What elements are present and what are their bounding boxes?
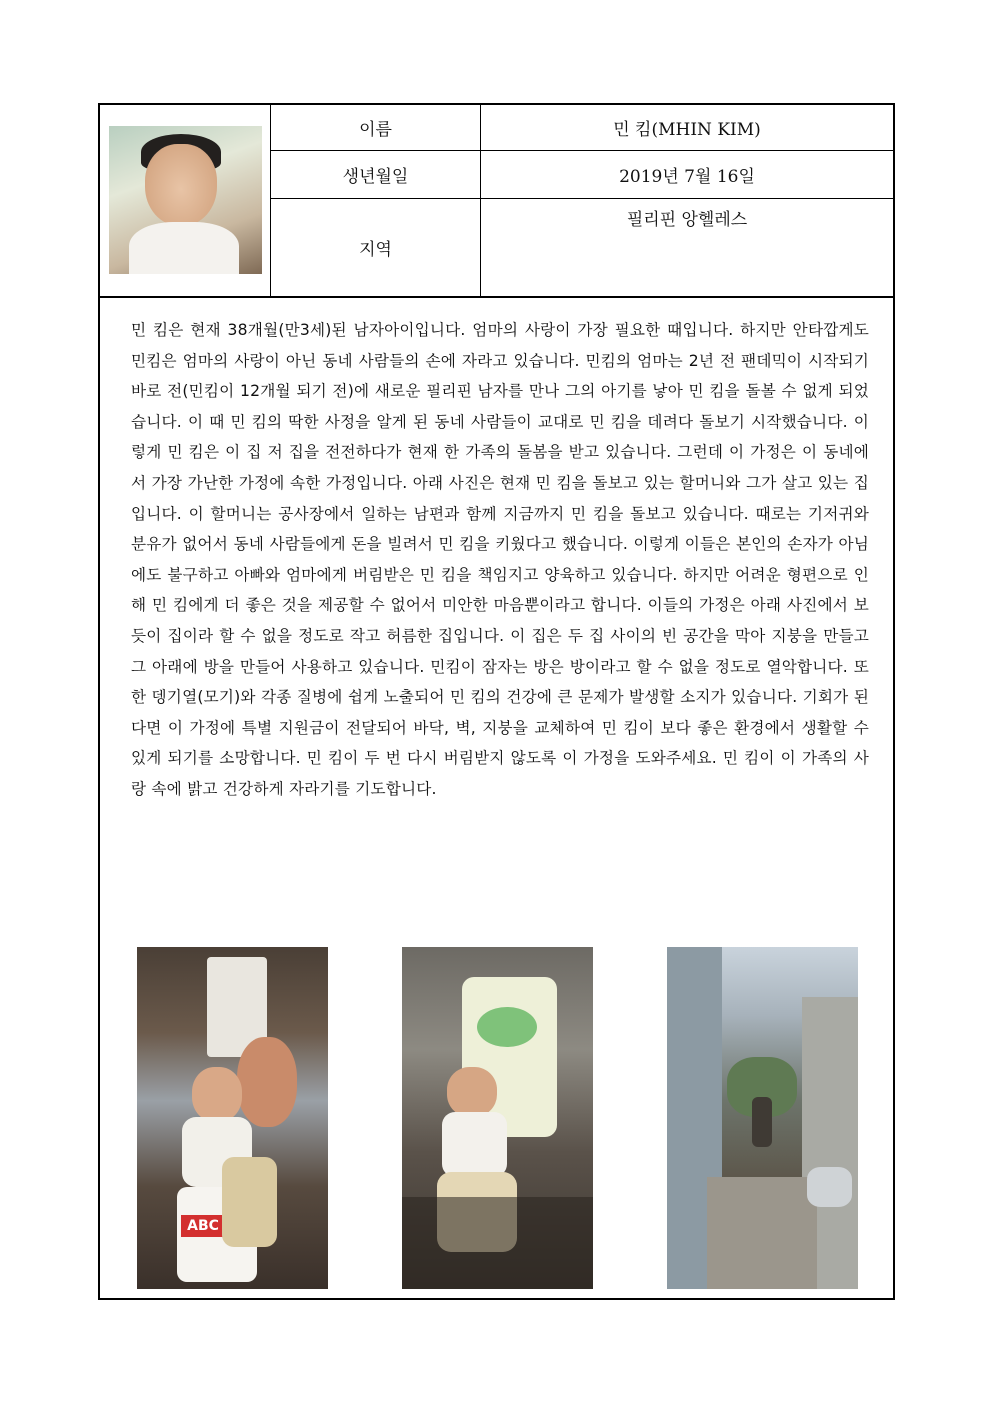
- birth-value: 2019년 7월 16일: [481, 151, 893, 199]
- name-label: 이름: [271, 105, 481, 151]
- name-value: 민 킴(MHIN KIM): [481, 105, 893, 151]
- photo-gallery: [100, 947, 893, 1289]
- region-value: 필리핀 앙헬레스: [626, 210, 748, 230]
- photo-alley-house: [667, 947, 858, 1289]
- child-portrait-photo: [109, 126, 262, 274]
- bucket-label: ABC: [181, 1215, 225, 1237]
- photo-grandmother-and-child: [137, 947, 328, 1289]
- story-paragraph: 민 킴은 현재 38개월(만3세)된 남자아이입니다. 엄마의 사랑이 가장 필요한 때입니다. 하지만 안타깝게도 민킴은 엄마의 사랑이 아닌 동네 사람들의 손에 자라고 있습니다. 민킴의 엄마는 2년 전 팬데믹이 시작되기 바로 전(민킴이 12개월 되기 전)에 새로운 필리핀 남자를 만나 그의 아기를 낳아 민 킴을 돌볼 수 없게 되었습니다. 이 때 민 킴의 딱한 사정을 알게 된 동네 사람들이 교대로 민 킴을 데려다 돌보기 시작했습니다. 이렇게 민 킴은 이 집 저 집을 전전하다가 현재 한 가족의 돌봄을 받고 있습니다. 그런데 이 가정은 이 동네에서 가장 가난한 가정에 속한 가정입니다. 아래 사진은 현재 민 킴을 돌보고 있는 할머니와 그가 살고 있는 집입니다. 이 할머니는 공사장에서 일하는 남편과 함께 지금까지 민 킴을 돌보고 있습니다. 때로는 기저귀와 분유가 없어서 동네 사람들에게 돈을 빌려서 민 킴을 키웠다고 했습니다. 이렇게 이들은 본인의 손자가 아님에도 불구하고 아빠와 엄마에게 버림받은 민 킴을 책임지고 양육하고 있습니다. 하지만 어려운 형편으로 인해 민 킴에게 더 좋은 것을 제공할 수 없어서 미안한 마음뿐이라고 합니다. 이들의 가정은 아래 사진에서 보듯이 집이라 할 수 없을 정도로 작고 허름한 집입니다. 이 집은 두 집 사이의 빈 공간을 막아 지붕을 만들고 그 아래에 방을 만들어 사용하고 있습니다. 민킴이 잠자는 방은 방이라고 할 수 없을 정도로 열악합니다. 또한 뎅기열(모기)와 각종 질병에 쉽게 노출되어 민 킴의 건강에 큰 문제가 발생할 소지가 있습니다. 기회가 된다면 이 가정에 특별 지원금이 전달되어 바닥, 벽, 지붕을 교체하여 민 킴이 보다 좋은 환경에서 생활할 수 있게 되기를 소망합니다. 민 킴이 두 번 다시 버림받지 않도록 이 가정을 도와주세요. 민 킴이 이 가족의 사랑 속에 밝고 건강하게 자라기를 기도합니다.: [131, 321, 869, 798]
- portrait-cell: [100, 105, 271, 296]
- birth-label: 생년월일: [271, 151, 481, 199]
- photo-child-sitting: [402, 947, 593, 1289]
- profile-sheet: [98, 103, 895, 1300]
- profile-info-table: [100, 105, 893, 298]
- region-label: 지역: [271, 199, 481, 296]
